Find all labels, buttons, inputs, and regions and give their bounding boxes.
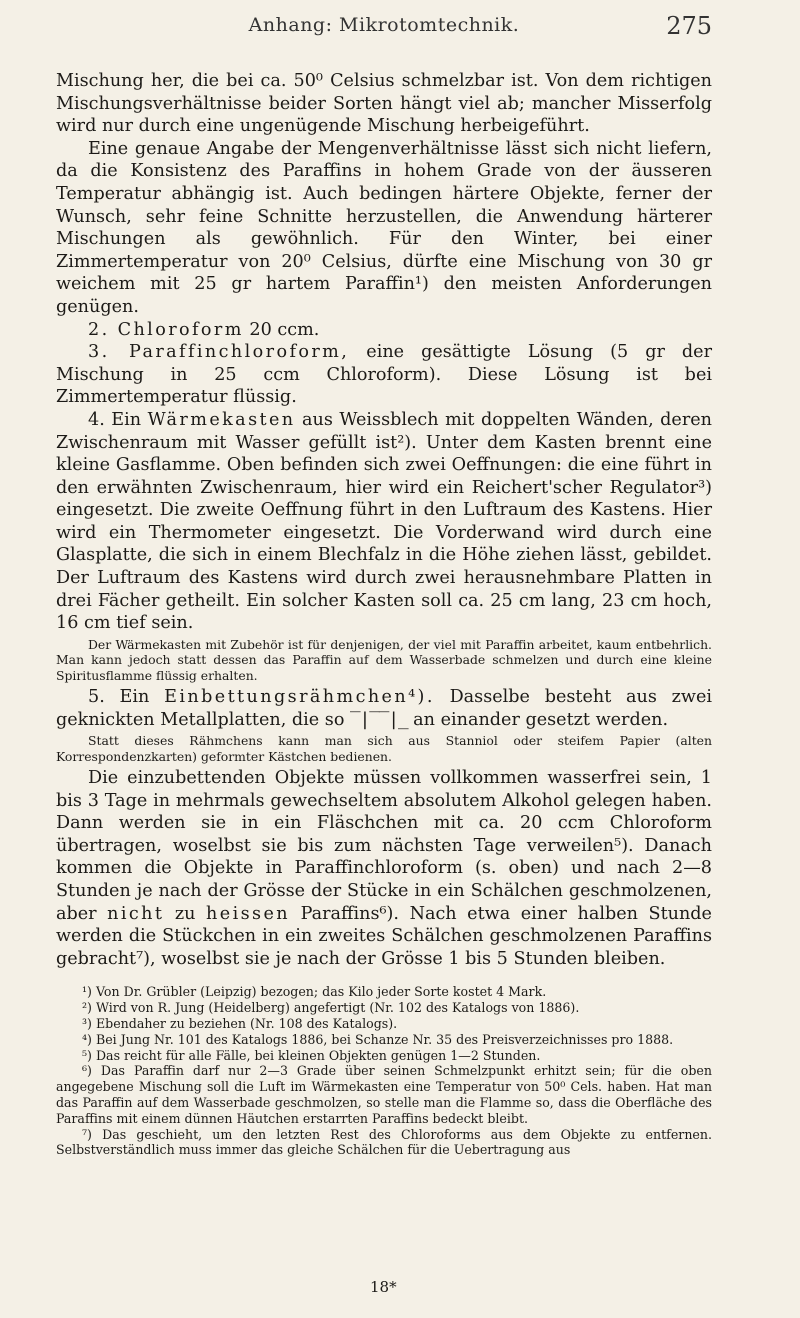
footnote: ⁴) Bei Jung Nr. 101 des Katalogs 1886, bei Schanze Nr. 35 des Preisverzeichnisses pro 1888.	[82, 1031, 674, 1047]
footnotes	[56, 984, 712, 1158]
footnote: ⁶) Das Paraffin darf nur 2—3 Grade über seinen Schmelzpunkt erhitzt sein; für die oben angegebene Mischung soll die Luft im Wärmekasten eine Temperatur von 50⁰ Cels. haben. Hat man das Paraffin auf dem Wasserbade geschmolzen, so stelle man die Flamme so, dass die Oberfläche des Paraffins mit einem dünnen Häutchen erstarrten Paraffins bedeckt bleibt.	[56, 1063, 712, 1126]
paragraph-text: zu	[164, 903, 207, 924]
paragraph-embedding-procedure	[56, 767, 712, 970]
item-einbettungsraehmchen	[56, 686, 712, 731]
signature-mark: 18*	[370, 1278, 397, 1296]
item-prefix: 4. Ein	[88, 409, 148, 430]
item-term: Einbettungsrähmchen⁴).	[164, 687, 435, 708]
footnote: ⁵) Das reicht für alle Fälle, bei kleinen Objekten genügen 1—2 Stunden.	[82, 1047, 541, 1063]
item-text: eine gesättigte Lösung (5 gr der Mischung in 25 ccm Chloroform). Diese Lösung ist bei Zimmertemperatur flüssig.	[56, 342, 713, 408]
emphasis-heissen: heissen	[206, 903, 291, 924]
item-text: Dasselbe besteht aus zwei geknickten Metallplatten, die so	[56, 687, 712, 730]
footnote: ¹) Von Dr. Grübler (Leipzig) bezogen; das Kilo jeder Sorte kostet 4 Mark.	[82, 984, 547, 1000]
item-chloroform	[56, 319, 712, 342]
footnote: ⁷) Das geschieht, um den letzten Rest des Chloroforms aus dem Objekte zu entfernen. Selbstverständlich muss immer das gleiche Schälchen für die Uebertragung aus	[56, 1126, 712, 1158]
item-paraffinchloroform	[56, 341, 712, 409]
running-title: Anhang: Mikrotomtechnik.	[248, 14, 520, 36]
frame-shape-glyph: ‾|‾‾|_	[350, 709, 408, 730]
paragraph-proportions: Eine genaue Angabe der Mengenverhältnisse lässt sich nicht liefern, da die Konsistenz des Paraffins in hohem Grade von der äusseren Temperatur abhängig ist. Auch bedingen härtere Objekte, ferner der Wunsch, sehr feine Schnitte herzustellen, die Anwendung härterer Mischungen als gewöhnlich. Für den Winter, bei einer Zimmertemperatur von 20⁰ Celsius, dürfte eine Mischung von 30 gr weichem mit 25 gr hartem Paraffin¹) den meisten Anforderungen genügen.	[56, 138, 712, 317]
paragraph-text: Die einzubettenden Objekte müssen vollkommen wasserfrei sein, 1 bis 3 Tage in mehrmals gewechseltem absolutem Alkohol gelegen haben. Dann werden sie in ein Fläschchen mit ca. 20 ccm Chloroform übertragen, woselbst sie bis zum nächsten Tage verweilen⁵). Danach kommen die Objekte in Paraffinchloroform (s. oben) und nach 2—8 Stunden je nach der Grösse der Stücke in ein Schälchen geschmolzenen, aber	[56, 768, 712, 924]
item-term: 2. Chloroform	[88, 319, 244, 340]
emphasis-nicht: nicht	[107, 903, 165, 924]
item-text: an einander gesetzt werden.	[407, 709, 669, 730]
small-note-waermekasten: Der Wärmekasten mit Zubehör ist für denjenigen, der viel mit Paraffin arbeitet, kaum entbehrlich. Man kann jedoch statt dessen das Paraffin auf dem Wasserbade schmelzen und durch eine kleine Spiritusflamme flüssig erhalten.	[56, 636, 712, 683]
item-term: 3. Paraffinchloroform,	[88, 342, 350, 363]
body-text	[56, 70, 712, 1158]
running-head	[56, 14, 712, 38]
footnote: ²) Wird von R. Jung (Heidelberg) angefertigt (Nr. 102 des Katalogs von 1886).	[82, 1000, 580, 1016]
item-text: aus Weissblech mit doppelten Wänden, deren Zwischenraum mit Wasser gefüllt ist²). Unter dem Kasten brennt eine kleine Gasflamme. Oben befinden sich zwei Oeffnungen: die eine führt in den erwähnten Zwischenraum, hier wird ein Reichert'scher Regulator³) eingesetzt. Die zweite Oeffnung führt in den Luftraum des Kastens. Hier wird ein Thermometer eingesetzt. Die Vorderwand wird durch eine Glasplatte, die sich in einem Blechfalz in die Höhe ziehen lässt, gebildet. Der Luftraum des Kastens wird durch zwei herausnehmbare Platten in drei Fächer getheilt. Ein solcher Kasten soll ca. 25 cm lang, 23 cm hoch, 16 cm tief sein.	[56, 409, 712, 634]
paragraph-text: Paraffins⁶). Nach etwa einer halben Stunde werden die Stückchen in ein zweites Schälchen geschmolzenen Paraffins gebracht⁷), woselbst sie je nach der Grösse 1 bis 5 Stunden bleiben.	[56, 903, 712, 969]
item-waermekasten	[56, 409, 712, 635]
small-note-raehmchen: Statt dieses Rähmchens kann man sich aus Stanniol oder steifem Papier (alten Korrespondenzkarten) geformter Kästchen bedienen.	[56, 733, 712, 764]
item-prefix: 5. Ein	[88, 687, 165, 708]
footnote: ³) Ebendaher zu beziehen (Nr. 108 des Katalogs).	[82, 1016, 398, 1031]
item-term: Wärmekasten	[147, 409, 296, 430]
paragraph-continuation: Mischung her, die bei ca. 50⁰ Celsius schmelzbar ist. Von dem richtigen Mischungsverhältnisse beider Sorten hängt viel ab; mancher Misserfolg wird nur durch eine ungenügende Mischung herbeigeführt.	[56, 71, 712, 137]
page-number: 275	[666, 12, 712, 40]
item-text: 20 ccm.	[243, 319, 320, 340]
